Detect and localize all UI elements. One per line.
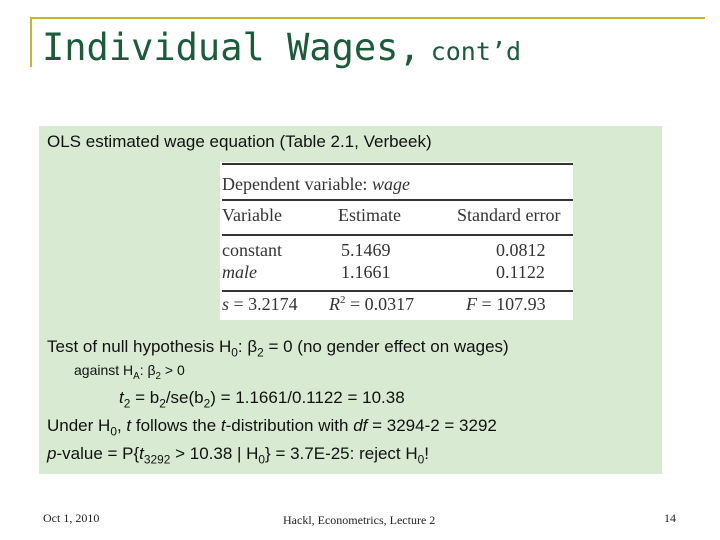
slide-title bbox=[42, 26, 521, 69]
regression-table bbox=[220, 162, 573, 320]
t4as: 0 bbox=[110, 424, 117, 439]
t1bs: 2 bbox=[257, 345, 264, 360]
table-rule-2 bbox=[222, 199, 573, 201]
t5a: p bbox=[47, 444, 57, 463]
footer-course: Hackl, Econometrics, Lecture 2 bbox=[283, 513, 436, 527]
stat-r2 bbox=[329, 294, 414, 315]
t4d: follows the bbox=[131, 416, 221, 435]
header-estimate: Estimate bbox=[338, 205, 401, 225]
table-rule-top bbox=[222, 163, 573, 165]
t3a: t bbox=[119, 388, 124, 407]
header-standard-error: Standard error bbox=[457, 205, 561, 225]
stat-s-label: s bbox=[222, 294, 230, 314]
t1a: Test of null hypothesis H bbox=[47, 337, 232, 356]
t2a: against H bbox=[74, 362, 134, 378]
t4c: t bbox=[126, 416, 132, 435]
title-frame-top bbox=[30, 17, 705, 19]
t3bs: 2 bbox=[159, 396, 166, 411]
dep-label: Dependent variable: bbox=[222, 174, 368, 194]
stat-f-label: F bbox=[466, 294, 477, 314]
t2b: : β bbox=[139, 362, 156, 378]
test-line-alternative bbox=[74, 362, 185, 382]
dependent-variable-caption bbox=[222, 174, 410, 195]
t3b: = b bbox=[130, 388, 160, 407]
t3c: /se(b bbox=[165, 388, 204, 407]
title-suffix: cont’d bbox=[430, 37, 522, 66]
t4f: -distribution with bbox=[225, 416, 354, 435]
t4h: = 3294-2 = 3292 bbox=[367, 416, 497, 435]
t2c: > 0 bbox=[161, 362, 185, 378]
t3d: ) = 1.1661/0.1122 = 10.38 bbox=[210, 388, 405, 407]
t5ds: 0 bbox=[258, 452, 266, 467]
row-constant-se: 0.0812 bbox=[496, 240, 546, 260]
table-rule-3 bbox=[222, 234, 573, 236]
t3as: 2 bbox=[123, 396, 131, 411]
t1b: : β bbox=[237, 337, 258, 356]
stat-f-value: = 107.93 bbox=[481, 294, 546, 314]
t4b: , bbox=[116, 416, 127, 435]
t5es: 0 bbox=[417, 452, 425, 467]
t4e: t bbox=[220, 416, 226, 435]
title-main: Individual Wages, bbox=[42, 26, 421, 69]
t5d: > 10.38 | H bbox=[170, 444, 259, 463]
content-panel bbox=[39, 126, 662, 474]
test-line-null-hypothesis bbox=[47, 337, 509, 359]
stat-s-value: = 3.2174 bbox=[233, 294, 298, 314]
t5c: t bbox=[139, 444, 144, 463]
t4a: Under H bbox=[47, 416, 111, 435]
stat-r2-sup: 2 bbox=[340, 294, 346, 306]
stat-r2-value: = 0.0317 bbox=[350, 294, 415, 314]
row-male-variable-text: male bbox=[222, 262, 257, 282]
t3cs: 2 bbox=[203, 396, 211, 411]
stat-f bbox=[466, 294, 546, 315]
t5b: -value = P{ bbox=[56, 444, 140, 463]
row-constant-variable: constant bbox=[222, 240, 282, 260]
footer-date: Oct 1, 2010 bbox=[43, 511, 100, 525]
t1as: 0 bbox=[231, 345, 238, 360]
dep-value: wage bbox=[371, 174, 410, 194]
t2bs: 2 bbox=[155, 370, 161, 382]
row-male-se: 0.1122 bbox=[496, 262, 545, 282]
t2as: A bbox=[133, 370, 140, 382]
row-male-variable bbox=[222, 262, 257, 283]
row-male-estimate: 1.1661 bbox=[341, 262, 391, 282]
panel-heading: OLS estimated wage equation (Table 2.1, Verbeek) bbox=[47, 132, 432, 151]
test-line-p-value bbox=[47, 444, 429, 466]
test-line-distribution bbox=[47, 416, 497, 438]
table-rule-4 bbox=[222, 290, 573, 292]
title-frame-left bbox=[30, 17, 32, 67]
t1c: = 0 (no gender effect on wages) bbox=[263, 337, 509, 356]
test-line-t-statistic bbox=[119, 388, 405, 410]
t4g: df bbox=[353, 416, 368, 435]
header-variable: Variable bbox=[222, 205, 282, 225]
row-constant-estimate: 5.1469 bbox=[341, 240, 391, 260]
stat-r2-label: R bbox=[329, 294, 340, 314]
t5f: ! bbox=[424, 444, 430, 463]
footer-page-number: 14 bbox=[664, 511, 676, 525]
stat-s bbox=[222, 294, 298, 315]
t5cs: 3292 bbox=[143, 452, 171, 467]
t5e: } = 3.7E-25: reject H bbox=[265, 444, 418, 463]
